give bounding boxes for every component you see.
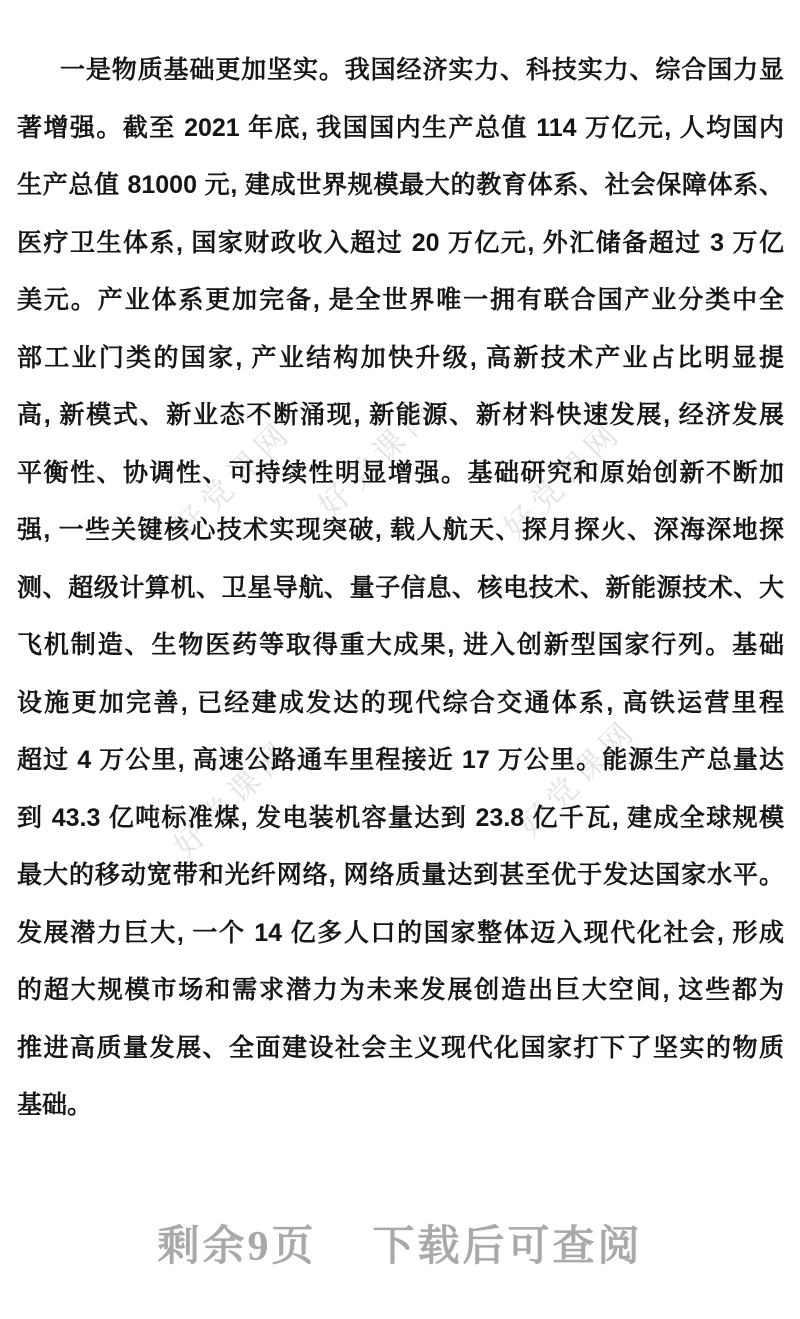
- text-line: 的超大规模市场和需求潜力为未来发展创造出巨大空间, 这些都为: [17, 976, 784, 1004]
- text-line: 超过 4 万公里, 高速公路通车里程接近 17 万公里。能源生产总量达: [17, 746, 784, 774]
- download-hint-label: 下载后可查阅: [372, 1224, 643, 1270]
- text-line: 推进高质量发展、全面建设社会主义现代化国家打下了坚实的物质: [17, 1033, 784, 1062]
- watermark-text: 好党课网: [167, 413, 300, 546]
- watermark-text: 好党课网: [312, 391, 445, 524]
- text-line: 平衡性、协调性、可持续性明显增强。基础研究和原始创新不断加: [17, 458, 784, 487]
- text-line: 著增强。截至 2021 年底, 我国国内生产总值 114 万亿元, 人均国内: [17, 113, 784, 142]
- paragraph-first-line: [17, 42, 784, 100]
- download-notice: [0, 1213, 800, 1273]
- paragraph-lead-rest: 我国经济实力、科技实力、综合国力显: [344, 56, 784, 84]
- paragraph-lines: [17, 100, 784, 1135]
- text-line: 最大的移动宽带和光纤网络, 网络质量达到甚至优于发达国家水平。: [17, 861, 784, 889]
- paragraph-lead-bold: 一是物质基础更加坚实。: [60, 56, 345, 84]
- text-line: 高, 新模式、新业态不断涌现, 新能源、新材料快速发展, 经济发展: [17, 401, 784, 429]
- text-line: 测、超级计算机、卫星导航、量子信息、核电技术、新能源技术、大: [17, 573, 784, 602]
- text-line: 强, 一些关键核心技术实现突破, 载人航天、探月探火、深海深地探: [17, 516, 784, 544]
- document-body: [17, 42, 784, 1135]
- text-line: 基础。: [17, 1091, 93, 1119]
- text-line: 部工业门类的国家, 产业结构加快升级, 高新技术产业占比明显提: [17, 343, 784, 372]
- text-line: 到 43.3 亿吨标准煤, 发电装机容量达到 23.8 亿千瓦, 建成全球规模: [17, 803, 784, 832]
- watermark-text: 好党课网: [167, 731, 300, 864]
- watermark-text: 好党课网: [512, 711, 645, 844]
- text-line: 设施更加完善, 已经建成发达的现代综合交通体系, 高铁运营里程: [17, 688, 784, 717]
- text-line: 飞机制造、生物医药等取得重大成果, 进入创新型国家行列。基础: [17, 631, 784, 659]
- text-line: 生产总值 81000 元, 建成世界规模最大的教育体系、社会保障体系、: [17, 171, 784, 199]
- text-line: 美元。产业体系更加完备, 是全世界唯一拥有联合国产业分类中全: [17, 286, 784, 314]
- remaining-pages-label: 剩余9页: [157, 1224, 317, 1270]
- watermark-text: 好党课网: [497, 413, 630, 546]
- text-line: 医疗卫生体系, 国家财政收入超过 20 万亿元, 外汇储备超过 3 万亿: [17, 228, 784, 257]
- text-line: 发展潜力巨大, 一个 14 亿多人口的国家整体迈入现代化社会, 形成: [17, 918, 784, 947]
